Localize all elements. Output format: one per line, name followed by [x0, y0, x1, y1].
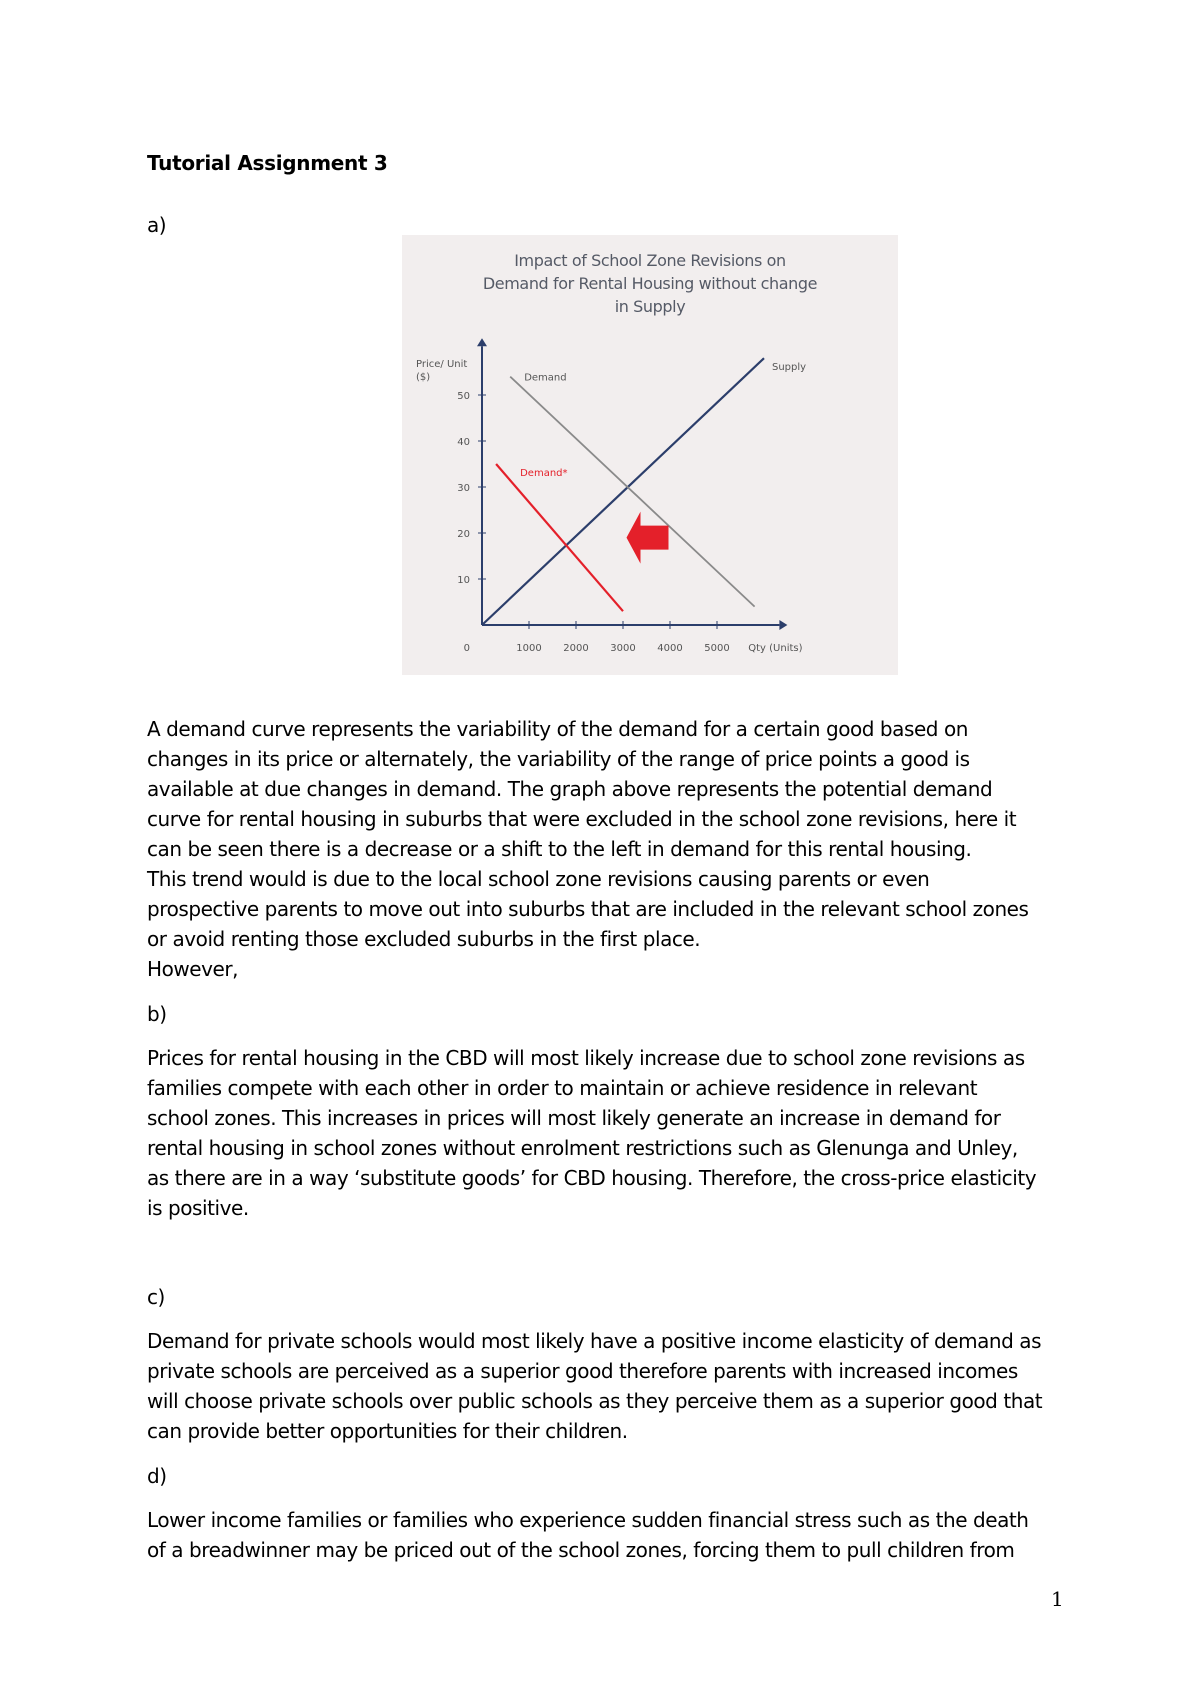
x-axis-label: Qty (Units): [748, 643, 803, 654]
x-axis-arrowhead: [779, 620, 787, 630]
para-a-line: curve for rental housing in suburbs that were excluded in the school zone revisions, here it: [147, 807, 1017, 831]
demand-label: Demand: [524, 372, 567, 384]
demand-shifted-label: Demand*: [520, 468, 568, 479]
para-b-line: is positive.: [147, 1196, 249, 1220]
demand-line: [510, 377, 754, 607]
x-tick-label: 5000: [704, 643, 730, 654]
chart-title-line-2: Demand for Rental Housing without change: [482, 274, 818, 293]
section-b-paragraph: [147, 1043, 1036, 1223]
x-tick-label: 2000: [563, 643, 589, 654]
y-tick-label: 30: [457, 483, 470, 494]
para-c-line: can provide better opportunities for their children.: [147, 1419, 628, 1443]
para-c-line: will choose private schools over public schools as they perceive them as a superior good that: [147, 1389, 1043, 1413]
x-tick-label: 4000: [657, 643, 683, 654]
section-b-label: b): [147, 1002, 167, 1026]
section-c-paragraph: [147, 1326, 1042, 1446]
para-a-line: can be seen there is a decrease or a shift to the left in demand for this rental housing.: [147, 837, 972, 861]
y-tick-label: 20: [457, 529, 470, 540]
supply-label: Supply: [772, 362, 807, 374]
para-a-line: However,: [147, 957, 239, 981]
para-a-line: available at due changes in demand. The graph above represents the potential demand: [147, 777, 993, 801]
y-axis-label-line-1: Price/ Unit: [416, 359, 468, 370]
section-d-label: d): [147, 1464, 167, 1488]
para-d-line: Lower income families or families who experience sudden financial stress such as the death: [147, 1508, 1029, 1532]
origin-label: 0: [463, 643, 470, 654]
para-a-line: or avoid renting those excluded suburbs in the first place.: [147, 927, 701, 951]
para-b-line: as there are in a way ‘substitute goods’ for CBD housing. Therefore, the cross-price elasticity: [147, 1166, 1037, 1190]
para-b-line: school zones. This increases in prices will most likely generate an increase in demand for: [147, 1106, 1001, 1130]
para-b-line: Prices for rental housing in the CBD will most likely increase due to school zone revisions as: [147, 1046, 1025, 1070]
chart-svg: [402, 235, 898, 675]
page-number: 1: [1051, 1587, 1064, 1611]
demand-supply-figure: [402, 235, 898, 675]
section-c-label: c): [147, 1285, 165, 1309]
supply-line: [482, 358, 764, 625]
para-c-line: private schools are perceived as a superior good therefore parents with increased incomes: [147, 1359, 1018, 1383]
y-axis-label-line-2: ($): [416, 372, 431, 383]
para-a-line: changes in its price or alternately, the variability of the range of price points a good is: [147, 747, 970, 771]
section-a-paragraph: [147, 714, 1029, 984]
para-d-line: of a breadwinner may be priced out of the school zones, forcing them to pull children from: [147, 1538, 1015, 1562]
demand-shifted-line: [496, 464, 623, 611]
chart-title-line-1: Impact of School Zone Revisions on: [514, 251, 786, 270]
y-axis-arrowhead: [477, 338, 487, 346]
section-a-label: a): [147, 213, 167, 237]
para-c-line: Demand for private schools would most likely have a positive income elasticity of demand as: [147, 1329, 1042, 1353]
document-title: Tutorial Assignment 3: [147, 151, 388, 175]
para-b-line: rental housing in school zones without enrolment restrictions such as Glenunga and Unley,: [147, 1136, 1018, 1160]
y-tick-label: 40: [457, 437, 470, 448]
y-tick-label: 50: [457, 391, 470, 402]
chart-title-line-3: in Supply: [614, 297, 686, 316]
para-b-line: families compete with each other in order to maintain or achieve residence in relevant: [147, 1076, 978, 1100]
section-d-paragraph: [147, 1505, 1029, 1565]
para-a-line: This trend would is due to the local school zone revisions causing parents or even: [147, 867, 930, 891]
x-tick-label: 1000: [516, 643, 542, 654]
para-a-line: A demand curve represents the variability of the demand for a certain good based on: [147, 717, 968, 741]
y-tick-label: 10: [457, 575, 470, 586]
x-tick-label: 3000: [610, 643, 636, 654]
para-a-line: prospective parents to move out into suburbs that are included in the relevant school zones: [147, 897, 1029, 921]
